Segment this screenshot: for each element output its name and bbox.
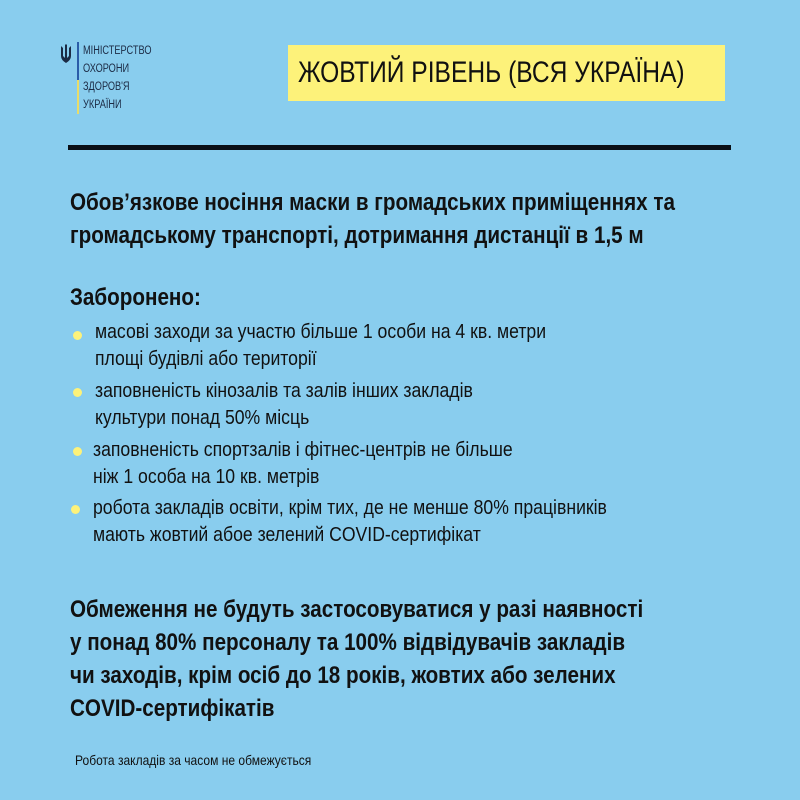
logo-bar-yellow	[77, 80, 79, 114]
bullet-icon	[73, 331, 82, 340]
exception-text	[70, 593, 643, 725]
prohibited-heading: Заборонено:	[70, 284, 201, 311]
item-line: заповненість спортзалів і фітнес-центрів не більше	[93, 438, 513, 461]
prohibited-item	[95, 377, 473, 431]
intro-line: Обов’язкове носіння маски в громадських приміщеннях та	[70, 189, 675, 216]
logo-line: ЗДОРОВ'Я	[83, 81, 130, 93]
item-line: робота закладів освіти, крім тих, де не менше 80% працівників	[93, 496, 607, 519]
intro-line: громадському транспорті, дотримання дистанції в 1,5 м	[70, 222, 644, 249]
logo-bar-blue	[77, 42, 79, 80]
bullet-icon	[73, 447, 82, 456]
bullet-icon	[73, 388, 82, 397]
divider	[68, 145, 731, 150]
level-title: ЖОВТИЙ РІВЕНЬ (ВСЯ УКРАЇНА)	[298, 56, 685, 89]
item-line: мають жовтий абое зелений COVID-сертифікат	[93, 523, 481, 546]
level-banner	[288, 45, 725, 101]
exception-line: COVID-сертифікатів	[70, 695, 275, 722]
logo-line: УКРАЇНИ	[83, 99, 122, 111]
exception-line: у понад 80% персоналу та 100% відвідувачів закладів	[70, 629, 626, 656]
item-line: культури понад 50% місць	[95, 406, 310, 429]
exception-line: чи заходів, крім осіб до 18 років, жовтих або зелених	[70, 662, 616, 689]
item-line: площі будівлі або території	[95, 347, 317, 370]
exception-line: Обмеження не будуть застосовуватися у разі наявності	[70, 596, 644, 623]
footer-note: Робота закладів за часом не обмежується	[75, 752, 312, 768]
item-line: масові заходи за участю більше 1 особи на 4 кв. метри	[95, 320, 547, 343]
ministry-logo	[60, 42, 180, 117]
bullet-icon	[71, 505, 80, 514]
logo-line: ОХОРОНИ	[83, 63, 130, 75]
logo-text	[83, 42, 152, 114]
prohibited-item	[95, 318, 546, 372]
intro-text	[70, 186, 675, 252]
item-line: заповненість кінозалів та залів інших закладів	[95, 379, 473, 402]
trident-icon	[60, 44, 72, 64]
prohibited-item	[93, 494, 607, 548]
logo-line: МІНІСТЕРСТВО	[83, 45, 152, 57]
item-line: ніж 1 особа на 10 кв. метрів	[93, 465, 320, 488]
prohibited-item	[93, 436, 513, 490]
